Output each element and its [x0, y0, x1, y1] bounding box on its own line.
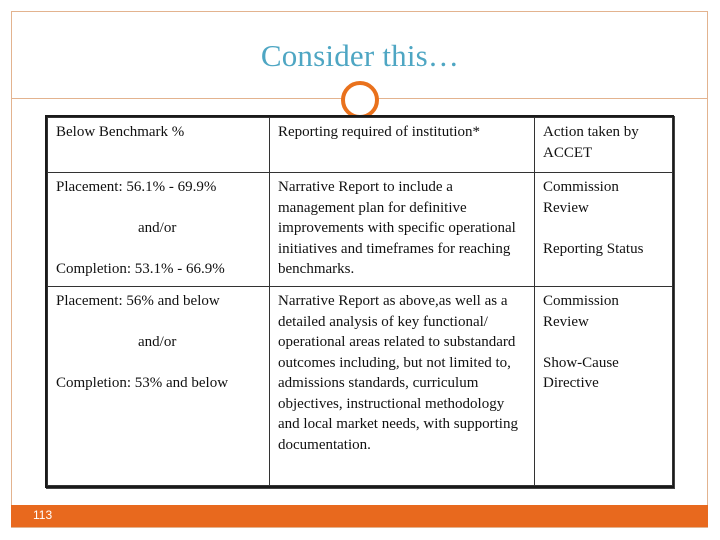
header-below-benchmark: Below Benchmark %: [48, 118, 270, 173]
benchmark-cell: [48, 173, 270, 287]
benchmark-table: [47, 117, 673, 486]
slide-title: Consider this…: [260, 38, 460, 73]
placement-range: Placement: 56% and below: [56, 293, 220, 309]
table-header-row: [48, 118, 673, 173]
action-item: Reporting Status: [543, 240, 644, 257]
and-or-connector: and/or: [138, 334, 177, 350]
table-row: [48, 287, 673, 486]
divider-ring-ornament: [341, 81, 379, 119]
action-item: Show-Cause Directive: [543, 354, 619, 391]
reporting-cell: Narrative Report to include a management plan for definitive improvements with specific operational initiatives and timeframes for reaching benchmarks.: [270, 173, 535, 287]
action-cell: [535, 173, 673, 287]
placement-range: Placement: 56.1% - 69.9%: [56, 179, 217, 195]
header-reporting-required: Reporting required of institution*: [270, 118, 535, 173]
and-or-connector: and/or: [138, 220, 177, 236]
page-number: 113: [33, 508, 53, 522]
action-cell: [535, 287, 673, 486]
header-action-taken: Action taken by ACCET: [535, 118, 673, 173]
completion-range: Completion: 53.1% - 66.9%: [56, 261, 225, 277]
action-item: Commission Review: [543, 179, 619, 216]
action-item: Commission Review: [543, 293, 619, 330]
table-row: [48, 173, 673, 287]
benchmark-table-container: [45, 115, 674, 488]
benchmark-cell: [48, 287, 270, 486]
completion-range: Completion: 53% and below: [56, 375, 229, 391]
reporting-cell: Narrative Report as above,as well as a detailed analysis of key functional/ operational areas related to substandard outcomes including, but not limited to, admissions standards, curriculum objectives, instructional methodology and local market needs, with supporting documentation.: [270, 287, 535, 486]
footer-bar: [11, 505, 708, 527]
